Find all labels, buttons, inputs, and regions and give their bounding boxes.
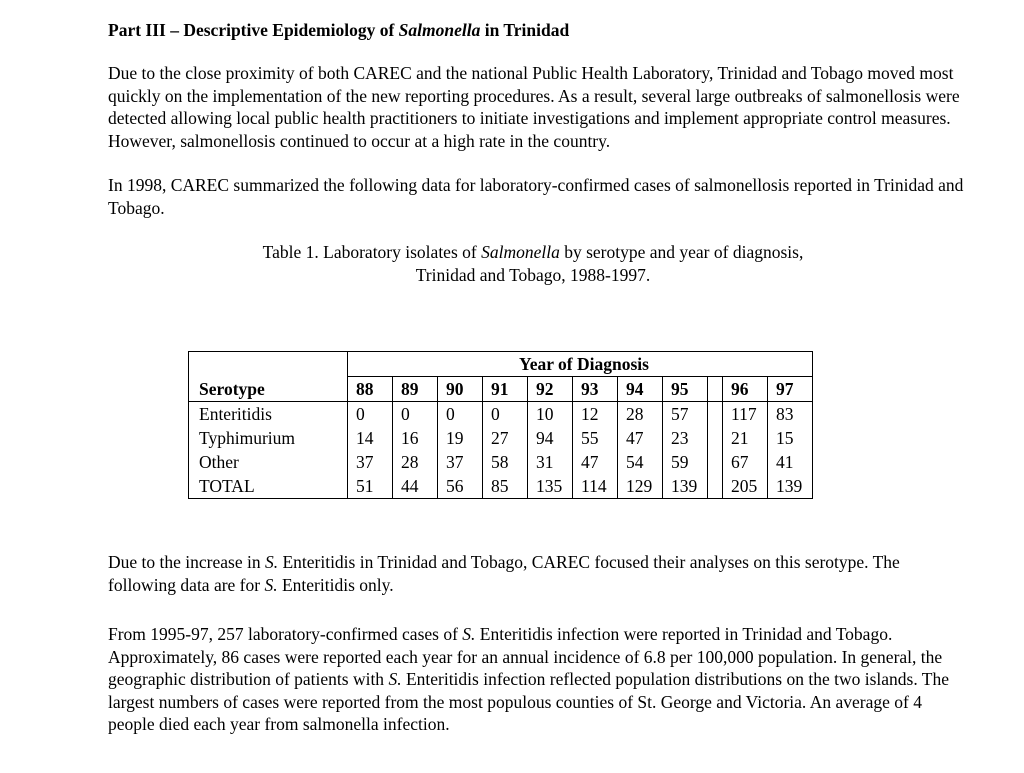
year-header-93: 93 (573, 377, 618, 402)
p4-italic-a: S. (462, 624, 476, 644)
serotype-label: Other (189, 450, 348, 474)
table-year-header-row (189, 352, 813, 377)
caption-italic: Salmonella (481, 242, 560, 262)
table-cell: 205 (723, 474, 768, 499)
p3-text-c: Enteritidis only. (277, 574, 394, 595)
table-cell: 41 (768, 450, 813, 474)
year-gap-cell (708, 402, 723, 427)
serotype-header: Serotype (189, 377, 348, 402)
table-cell: 27 (483, 426, 528, 450)
table-cell: 28 (618, 402, 663, 427)
p4-text-a: From 1995-97, 257 laboratory-confirmed cases of (108, 624, 463, 644)
p3-text-a: Due to the increase in (108, 552, 265, 572)
table-cell: 83 (768, 402, 813, 427)
heading-suffix: in Trinidad (480, 20, 570, 40)
table-cell: 14 (348, 426, 393, 450)
year-header-90: 90 (438, 377, 483, 402)
table-cell: 44 (393, 474, 438, 499)
year-header-97: 97 (768, 377, 813, 402)
year-header-88: 88 (348, 377, 393, 402)
table-cell: 37 (348, 450, 393, 474)
table-cell: 21 (723, 426, 768, 450)
table-cell: 117 (723, 402, 768, 427)
table-cell: 55 (573, 426, 618, 450)
table-cell: 47 (618, 426, 663, 450)
table-cell: 54 (618, 450, 663, 474)
table-cell: 23 (663, 426, 708, 450)
year-header-94: 94 (618, 377, 663, 402)
year-gap-cell (708, 426, 723, 450)
serotype-label: Typhimurium (189, 426, 348, 450)
year-header-92: 92 (528, 377, 573, 402)
heading-italic: Salmonella (398, 20, 481, 40)
caption-line-2: Trinidad and Tobago, 1988-1997. (415, 264, 651, 285)
paragraph-incidence (108, 623, 968, 736)
year-gap-cell (708, 474, 723, 499)
p4-italic-b: S. (388, 669, 402, 689)
p4-text-c: Enteritidis infection reflected population distributions on the two islands. The largest numbers of cases were reported from the most populous counties of St. George and Victoria. An average of 4 people died each year from salmonella infection. (108, 669, 949, 734)
table-row (189, 450, 813, 474)
table-cell: 10 (528, 402, 573, 427)
isolates-table (188, 351, 813, 499)
table-header-row (189, 377, 813, 402)
p4-text-b: Enteritidis infection were reported in Trinidad and Tobago. Approximately, 86 cases were reported each year for an annual incidence of 6.8 per 100,000 population. In general, the geographic distribution of patients with (108, 624, 943, 689)
table-caption (108, 241, 958, 286)
table-cell: 129 (618, 474, 663, 499)
serotype-label: TOTAL (189, 474, 348, 499)
table-cell: 0 (438, 402, 483, 427)
year-header-95: 95 (663, 377, 708, 402)
table-cell: 139 (663, 474, 708, 499)
caption-line-1 (108, 241, 958, 264)
year-gap-cell (708, 450, 723, 474)
caption-text-b: by serotype and year of diagnosis, (559, 242, 804, 262)
table-cell: 56 (438, 474, 483, 499)
table-cell: 135 (528, 474, 573, 499)
heading-text: Part III – Descriptive Epidemiology of (108, 20, 399, 40)
table-cell: 59 (663, 450, 708, 474)
year-gap-cell (708, 377, 723, 402)
table-cell: 51 (348, 474, 393, 499)
p3-italic-b: S. (264, 574, 278, 595)
table-cell: 57 (663, 402, 708, 427)
table-row (189, 474, 813, 499)
table-cell: 58 (483, 450, 528, 474)
table-row (189, 402, 813, 427)
table-corner-cell (189, 352, 348, 377)
year-header-91: 91 (483, 377, 528, 402)
table-cell: 94 (528, 426, 573, 450)
table-cell: 12 (573, 402, 618, 427)
year-header-89: 89 (393, 377, 438, 402)
table-cell: 16 (393, 426, 438, 450)
table-cell: 15 (768, 426, 813, 450)
table-cell: 19 (438, 426, 483, 450)
p3-italic-a: S. (264, 552, 279, 572)
table-cell: 139 (768, 474, 813, 499)
table-cell: 31 (528, 450, 573, 474)
paragraph-summary: In 1998, CAREC summarized the following data for laboratory-confirmed cases of salmonellosis reported in Trinidad and Tobago. (108, 175, 964, 218)
table-cell: 0 (483, 402, 528, 427)
paragraph-intro: Due to the close proximity of both CAREC and the national Public Health Laboratory, Trinidad and Tobago moved most quickly on the implementation of the new reporting procedures. As a result, several large outbreaks of salmonellosis were detected allowing local public health practitioners to initiate investigations and implement appropriate control measures. However, salmonellosis continued to occur at a high rate in the country. (108, 63, 960, 151)
caption-text-a: Table 1. Laboratory isolates of (262, 242, 482, 262)
table-cell: 85 (483, 474, 528, 499)
year-of-diagnosis-header: Year of Diagnosis (348, 352, 813, 377)
table-cell: 37 (438, 450, 483, 474)
paragraph-enteritidis-focus (108, 551, 968, 596)
table-cell: 47 (573, 450, 618, 474)
table-row (189, 426, 813, 450)
table-cell: 0 (348, 402, 393, 427)
table-cell: 0 (393, 402, 438, 427)
serotype-label: Enteritidis (189, 402, 348, 427)
table-cell: 67 (723, 450, 768, 474)
p3-text-b: Enteritidis in Trinidad and Tobago, CAREC focused their analyses on this serotype. The following data are for (108, 552, 900, 595)
year-header-96: 96 (723, 377, 768, 402)
document-page (108, 18, 968, 286)
table-cell: 114 (573, 474, 618, 499)
table-cell: 28 (393, 450, 438, 474)
section-heading (108, 18, 968, 42)
